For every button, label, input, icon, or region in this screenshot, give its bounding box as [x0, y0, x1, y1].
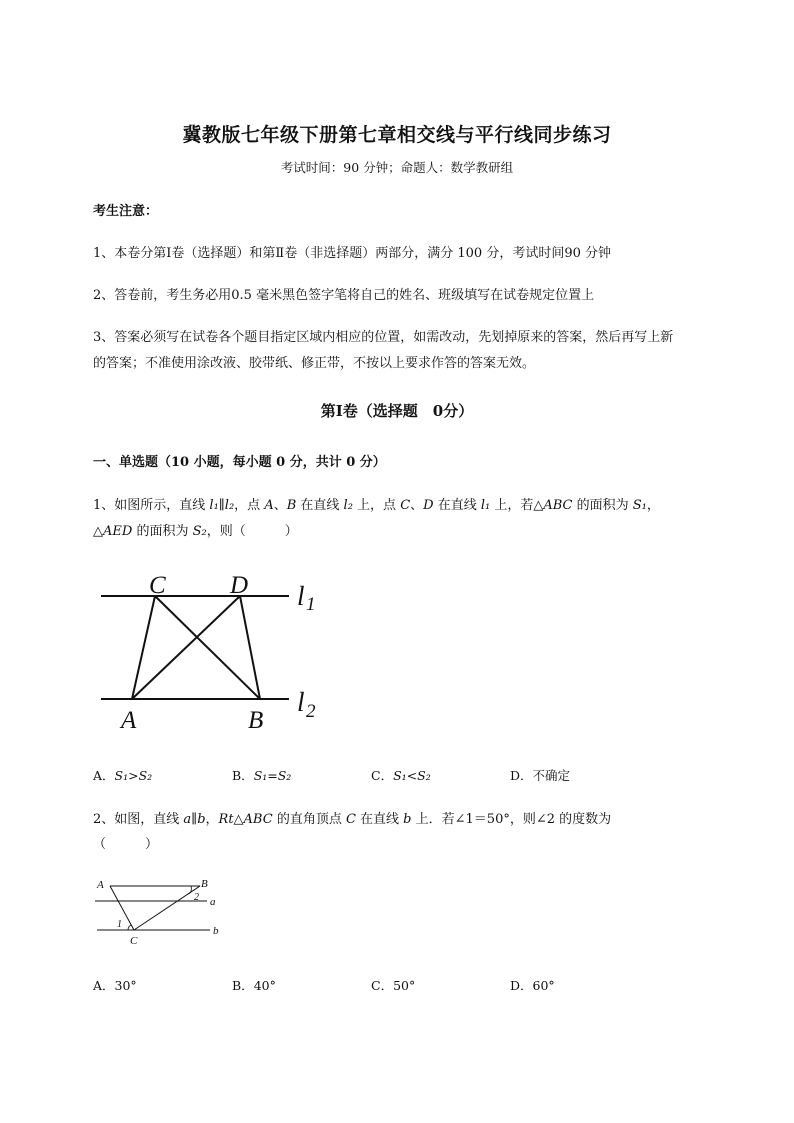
q1-figure	[95, 565, 335, 735]
label-d: D	[230, 572, 249, 599]
segment-ca	[132, 596, 155, 699]
q2-figure	[92, 874, 232, 950]
q1-option-b[interactable]: B．S₁=S₂	[232, 768, 292, 783]
q1-option-a[interactable]: A．S₁>S₂	[93, 768, 153, 783]
q2-option-b[interactable]: B．40°	[232, 978, 276, 993]
q1-stem-line2: △AED 的面积为 S₂，则（ ）	[93, 524, 298, 539]
notice-item-3: 3、答案必须写在试卷各个题目指定区域内相应的位置，如需改动，先划掉原来的答案，然后再写上新	[93, 330, 674, 345]
q1-option-c[interactable]: C．S₁<S₂	[371, 768, 431, 783]
q2-stem-line2: （ ）	[93, 837, 159, 852]
segment-ac	[110, 886, 134, 930]
page-title: 冀教版七年级下册第七章相交线与平行线同步练习	[182, 124, 612, 146]
label-angle-1: 1	[117, 919, 122, 930]
label-line-a: a	[210, 896, 216, 908]
label-a: A	[121, 707, 137, 734]
label-c-point: C	[130, 935, 138, 947]
segment-da	[132, 596, 240, 699]
label-l1: l	[297, 581, 305, 611]
notice-item-3-cont: 的答案；不准使用涂改液、胶带纸、修正带，不按以上要求作答的答案无效。	[93, 356, 536, 371]
label-angle-2: 2	[194, 892, 199, 903]
q2-option-d[interactable]: D．60°	[510, 978, 555, 993]
segment-cb	[155, 596, 260, 699]
label-l2: l	[297, 687, 305, 717]
label-b: B	[248, 707, 264, 734]
label-a-point: A	[97, 879, 104, 891]
q2-option-a[interactable]: A．30°	[93, 978, 137, 993]
question-group-heading: 一、单选题（10 小题，每小题 0 分，共计 0 分）	[93, 455, 386, 470]
q1-option-d[interactable]: D．不确定	[510, 768, 571, 783]
label-c: C	[149, 572, 166, 599]
label-l1-sub: 1	[306, 594, 316, 615]
notice-item-2: 2、答卷前，考生务必用0.5 毫米黑色签字笔将自己的姓名、班级填写在试卷规定位置上	[93, 288, 595, 303]
q2-option-c[interactable]: C．50°	[371, 978, 416, 993]
label-line-b: b	[213, 925, 219, 937]
label-l2-sub: 2	[306, 701, 316, 722]
section-title: 第Ⅰ卷（选择题 0分）	[320, 402, 474, 420]
q2-stem-line1: 2、如图，直线 a∥b，Rt△ABC 的直角顶点 C 在直线 b 上．若∠1＝50°，则∠2 的度数为	[93, 812, 612, 827]
notice-item-1: 1、本卷分第Ⅰ卷（选择题）和第Ⅱ卷（非选择题）两部分，满分 100 分，考试时间90 分钟	[93, 246, 611, 261]
exam-info: 考试时间：90 分钟；命题人：数学教研组	[280, 160, 514, 175]
notice-heading: 考生注意：	[93, 204, 159, 219]
label-b-point: B	[201, 878, 208, 890]
angle-1-arc	[128, 925, 131, 930]
q1-stem-line1: 1、如图所示，直线 l₁∥l₂，点 A、B 在直线 l₂ 上，点 C、D 在直线 l₁ 上，若△ABC 的面积为 S₁，	[93, 498, 660, 513]
